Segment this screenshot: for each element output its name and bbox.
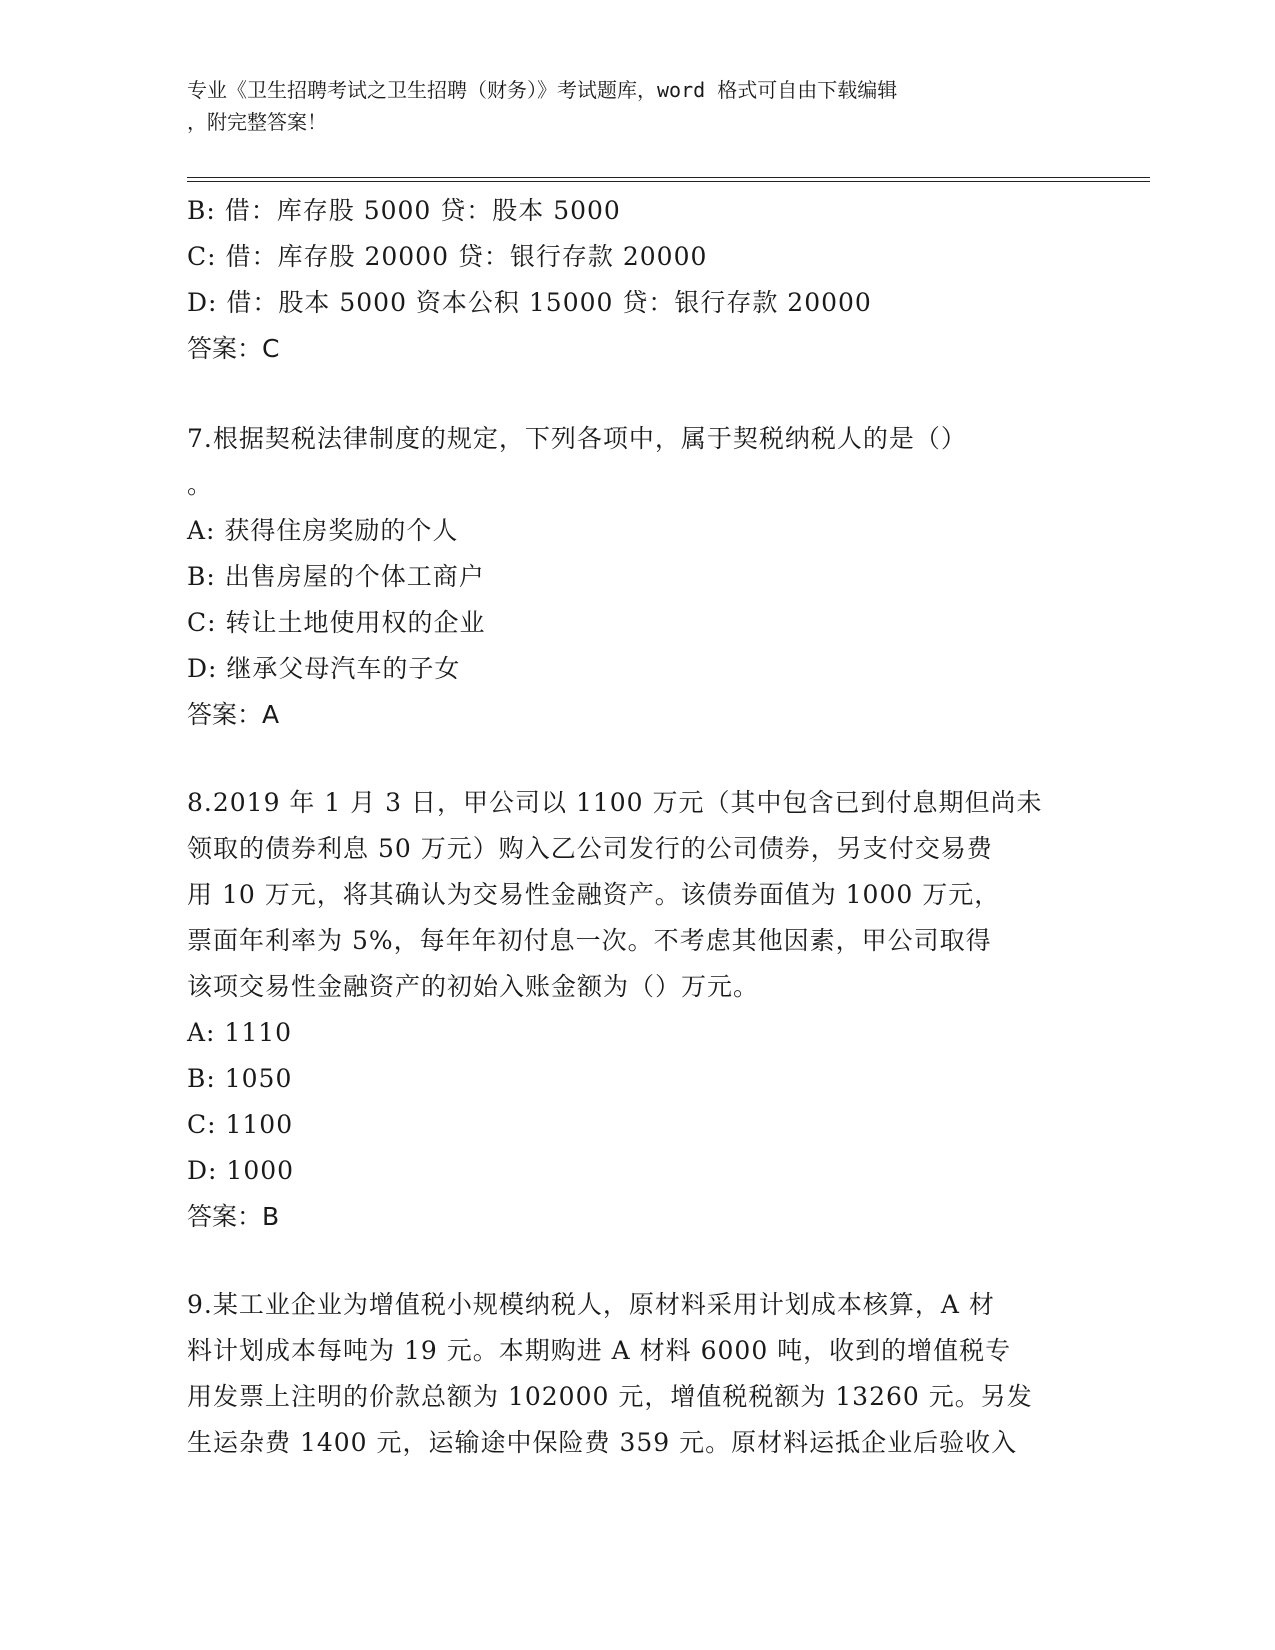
option-a: A: 1110 — [187, 1018, 293, 1047]
question-stem-line: 。 — [187, 470, 214, 499]
option-d: D: 继承父母汽车的子女 — [187, 654, 461, 683]
question-8 — [187, 780, 1087, 1240]
question-6-tail — [187, 188, 1087, 372]
question-stem-line: 用 10 万元，将其确认为交易性金融资产。该债券面值为 1000 万元， — [187, 880, 1001, 909]
option-d: D: 借：股本 5000 资本公积 15000 贷：银行存款 20000 — [187, 288, 872, 317]
option-c: C: 转让土地使用权的企业 — [187, 608, 486, 637]
spacer — [187, 372, 1087, 416]
question-stem-line: 票面年利率为 5%，每年年初付息一次。不考虑其他因素，甲公司取得 — [187, 926, 992, 955]
header-divider-top — [187, 177, 1150, 178]
question-stem-line: 用发票上注明的价款总额为 102000 元，增值税税额为 13260 元。另发 — [187, 1382, 1033, 1411]
answer-line: 答案：A — [187, 700, 280, 729]
option-b: B: 出售房屋的个体工商户 — [187, 562, 485, 591]
question-content — [187, 188, 1087, 1466]
question-9 — [187, 1282, 1087, 1466]
header-line-2: ，附完整答案！ — [187, 110, 327, 134]
option-c: C: 1100 — [187, 1110, 294, 1139]
question-stem-line: 领取的债券利息 50 万元）购入乙公司发行的公司债券，另支付交易费 — [187, 834, 993, 863]
question-7 — [187, 416, 1087, 738]
question-stem-line: 生运杂费 1400 元，运输途中保险费 359 元。原材料运抵企业后验收入 — [187, 1428, 1018, 1457]
answer-line: 答案：C — [187, 334, 280, 363]
question-stem-line: 9.某工业企业为增值税小规模纳税人，原材料采用计划成本核算，A 材 — [187, 1290, 995, 1319]
page-header — [187, 74, 1067, 138]
option-c: C: 借：库存股 20000 贷：银行存款 20000 — [187, 242, 708, 271]
option-a: A: 获得住房奖励的个人 — [187, 516, 459, 545]
spacer — [187, 738, 1087, 780]
question-stem-line: 该项交易性金融资产的初始入账金额为（）万元。 — [187, 972, 760, 1001]
option-d: D: 1000 — [187, 1156, 295, 1185]
header-line-1: 专业《卫生招聘考试之卫生招聘（财务）》考试题库，word 格式可自由下载编辑 — [187, 78, 898, 102]
spacer — [187, 1240, 1087, 1282]
header-divider-bottom — [187, 181, 1150, 182]
answer-line: 答案：B — [187, 1202, 280, 1231]
option-b: B: 借：库存股 5000 贷：股本 5000 — [187, 196, 621, 225]
question-stem-line: 7.根据契税法律制度的规定，下列各项中，属于契税纳税人的是（） — [187, 424, 967, 453]
question-stem-line: 8.2019 年 1 月 3 日，甲公司以 1100 万元（其中包含已到付息期但尚未 — [187, 788, 1043, 817]
question-stem-line: 料计划成本每吨为 19 元。本期购进 A 材料 6000 吨，收到的增值税专 — [187, 1336, 1012, 1365]
option-b: B: 1050 — [187, 1064, 293, 1093]
